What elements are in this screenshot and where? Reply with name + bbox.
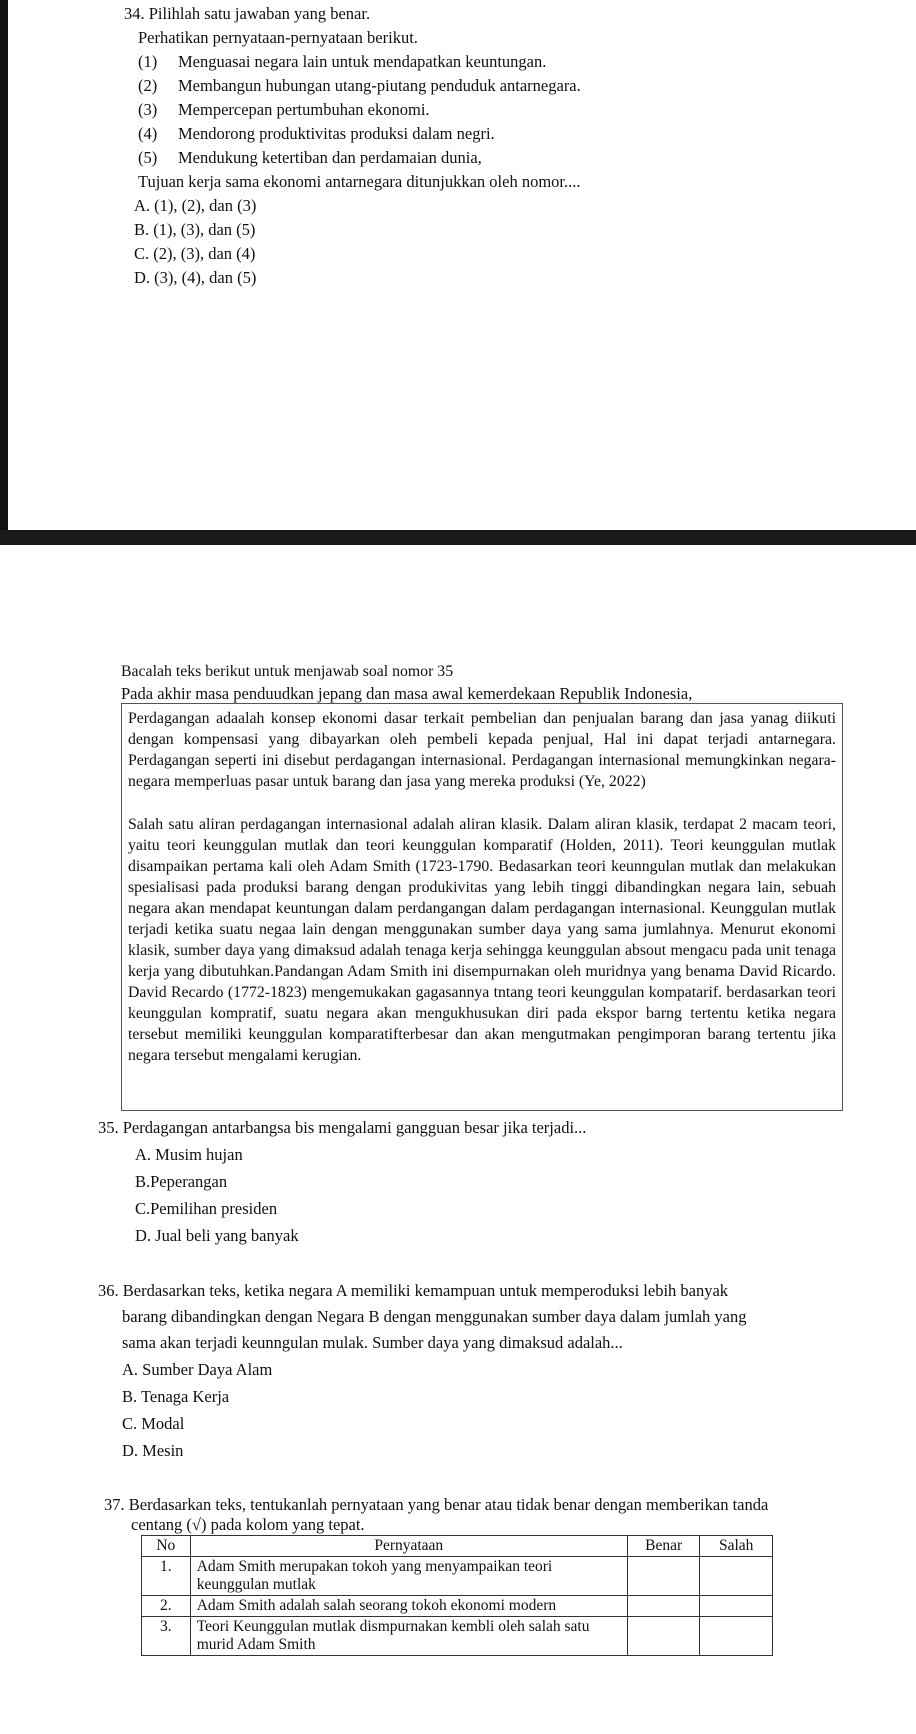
row-statement: Adam Smith merupakan tokoh yang menyampaikan teori keunggulan mutlak bbox=[190, 1557, 627, 1596]
q35-option-c[interactable]: C.Pemilihan presiden bbox=[135, 1199, 278, 1218]
header-no: No bbox=[142, 1536, 191, 1557]
header-statement: Pernyataan bbox=[190, 1536, 627, 1557]
passage-instruction: Bacalah teks berikut untuk menjawab soal nomor 35 bbox=[121, 663, 454, 680]
page-divider bbox=[0, 530, 916, 545]
header-salah: Salah bbox=[700, 1536, 773, 1557]
q36-option-a[interactable]: A. Sumber Daya Alam bbox=[122, 1360, 273, 1379]
q34-question: Tujuan kerja sama ekonomi antarnegara ditunjukkan oleh nomor.... bbox=[138, 172, 581, 191]
statement-number: (1) bbox=[138, 52, 158, 71]
table-row bbox=[142, 1557, 773, 1596]
benar-cell[interactable] bbox=[627, 1596, 700, 1617]
statement-number: (5) bbox=[138, 148, 158, 167]
q34-statement bbox=[138, 148, 482, 168]
salah-cell[interactable] bbox=[700, 1596, 773, 1617]
table-header-row bbox=[142, 1536, 773, 1557]
statement-number: (2) bbox=[138, 76, 158, 95]
q37-question-line: 37. Berdasarkan teks, tentukanlah pernyataan yang benar atau tidak benar dengan memberikan tanda bbox=[104, 1495, 769, 1514]
q37-question-line: centang (√) pada kolom yang tepat. bbox=[131, 1515, 365, 1534]
q34-title: 34. Pilihlah satu jawaban yang benar. bbox=[124, 4, 371, 23]
q34-statement bbox=[138, 124, 495, 144]
q34-statement bbox=[138, 76, 581, 96]
statement-text: Menguasai negara lain untuk mendapatkan keuntungan. bbox=[178, 52, 547, 71]
q34-option-c[interactable]: C. (2), (3), dan (4) bbox=[134, 244, 256, 263]
statement-text: Mendorong produktivitas produksi dalam negri. bbox=[178, 124, 495, 143]
q36-option-d[interactable]: D. Mesin bbox=[122, 1441, 184, 1460]
row-statement: Adam Smith adalah salah seorang tokoh ekonomi modern bbox=[190, 1596, 627, 1617]
salah-cell[interactable] bbox=[700, 1617, 773, 1656]
q34-option-b[interactable]: B. (1), (3), dan (5) bbox=[134, 220, 256, 239]
salah-cell[interactable] bbox=[700, 1557, 773, 1596]
passage-heading: Pada akhir masa penduudkan jepang dan masa awal kemerdekaan Republik Indonesia, bbox=[121, 684, 693, 703]
benar-cell[interactable] bbox=[627, 1617, 700, 1656]
table-row bbox=[142, 1617, 773, 1656]
row-statement: Teori Keunggulan mutlak dismpurnakan kembli oleh salah satu murid Adam Smith bbox=[190, 1617, 627, 1656]
q34-statement bbox=[138, 100, 430, 120]
header-benar: Benar bbox=[627, 1536, 700, 1557]
q36-option-b[interactable]: B. Tenaga Kerja bbox=[122, 1387, 230, 1406]
row-number: 3. bbox=[142, 1617, 191, 1656]
passage-paragraph: Salah satu aliran perdagangan internasional adalah aliran klasik. Dalam aliran klasik, terdapat 2 macam teori, yaitu teori keunggulan mutlak dan teori keunggulan komparatif (Holden, 2011). Teori keunggulan mutlak disampaikan pertama kali oleh Adam Smith (1723-1790. Bedasarkan teori keunngulan mutlak dan melakukan spesialisasi pada produksi barang dengan produkivitas yang lebih tinggi dibandingkan negara lain, sebuah negara akan mendapat keuntungan dalam perdangangan dalam perdagangan internasional. Keunggulan mutlak terjadi ketika suatu negaa lain dengan menggunakan sumber daya yang sama jumlahnya. Menurut ekonomi klasik, sumber daya yang dimaksud adalah tenaga kerja sehingga keunggulan absout mengacu pada unit tenaga kerja yang dibutuhkan.Pandangan Adam Smith ini disempurnakan oleh muridnya yang benama David Ricardo. David Recardo (1772-1823) mengemukakan gagasannya tntang teori keunggulan kompatarif. berdasarkan teori keunggulan kompratif, suatu negara akan mengukhusukan diri pada ekspor barng tertentu ketika negara tersebut memiliki keunggulan komparatifterbesar dan akan mengutmakan pengimporan barang tertentu jika negara tersebut mengalami kerugian. bbox=[128, 816, 836, 1064]
page-edge-bar bbox=[0, 0, 8, 545]
q34-statement bbox=[138, 52, 546, 72]
q35-option-d[interactable]: D. Jual beli yang banyak bbox=[135, 1226, 299, 1245]
statement-text: Mempercepan pertumbuhan ekonomi. bbox=[178, 100, 430, 119]
statement-text: Membangun hubungan utang-piutang penduduk antarnegara. bbox=[178, 76, 581, 95]
benar-cell[interactable] bbox=[627, 1557, 700, 1596]
row-number: 1. bbox=[142, 1557, 191, 1596]
row-number: 2. bbox=[142, 1596, 191, 1617]
statement-number: (4) bbox=[138, 124, 158, 143]
table-row bbox=[142, 1596, 773, 1617]
q35-option-a[interactable]: A. Musim hujan bbox=[135, 1145, 243, 1164]
q34-intro: Perhatikan pernyataan-pernyataan berikut. bbox=[138, 28, 418, 47]
q35-question: 35. Perdagangan antarbangsa bis mengalami gangguan besar jika terjadi... bbox=[98, 1118, 587, 1137]
q35-option-b[interactable]: B.Peperangan bbox=[135, 1172, 228, 1191]
q36-question-line: barang dibandingkan dengan Negara B dengan menggunakan sumber daya dalam jumlah yang bbox=[122, 1307, 747, 1326]
answer-table bbox=[141, 1535, 773, 1656]
statement-number: (3) bbox=[138, 100, 158, 119]
passage-paragraph: Perdagangan adaalah konsep ekonomi dasar terkait pembelian dan penjualan barang dan jasa yanag diikuti dengan kompensasi yang dibayarkan oleh pembeli kepada penjual, Hal ini dapat terjadi antarnegara. Perdagangan seperti ini disebut perdagangan internasional. Perdagangan internasional memungkinkan negara-negara memperluas pasar untuk barang dan jasa yang mereka produksi (Ye, 2022) bbox=[128, 710, 836, 790]
q36-question-line: 36. Berdasarkan teks, ketika negara A memiliki kemampuan untuk memperoduksi lebih banyak bbox=[98, 1281, 729, 1300]
passage-box bbox=[121, 703, 843, 1111]
q36-question-line: sama akan terjadi keunngulan mulak. Sumber daya yang dimaksud adalah... bbox=[122, 1333, 623, 1352]
statement-text: Mendukung ketertiban dan perdamaian dunia, bbox=[178, 148, 482, 167]
q34-option-a[interactable]: A. (1), (2), dan (3) bbox=[134, 196, 257, 215]
q36-option-c[interactable]: C. Modal bbox=[122, 1414, 185, 1433]
q34-option-d[interactable]: D. (3), (4), dan (5) bbox=[134, 268, 257, 287]
